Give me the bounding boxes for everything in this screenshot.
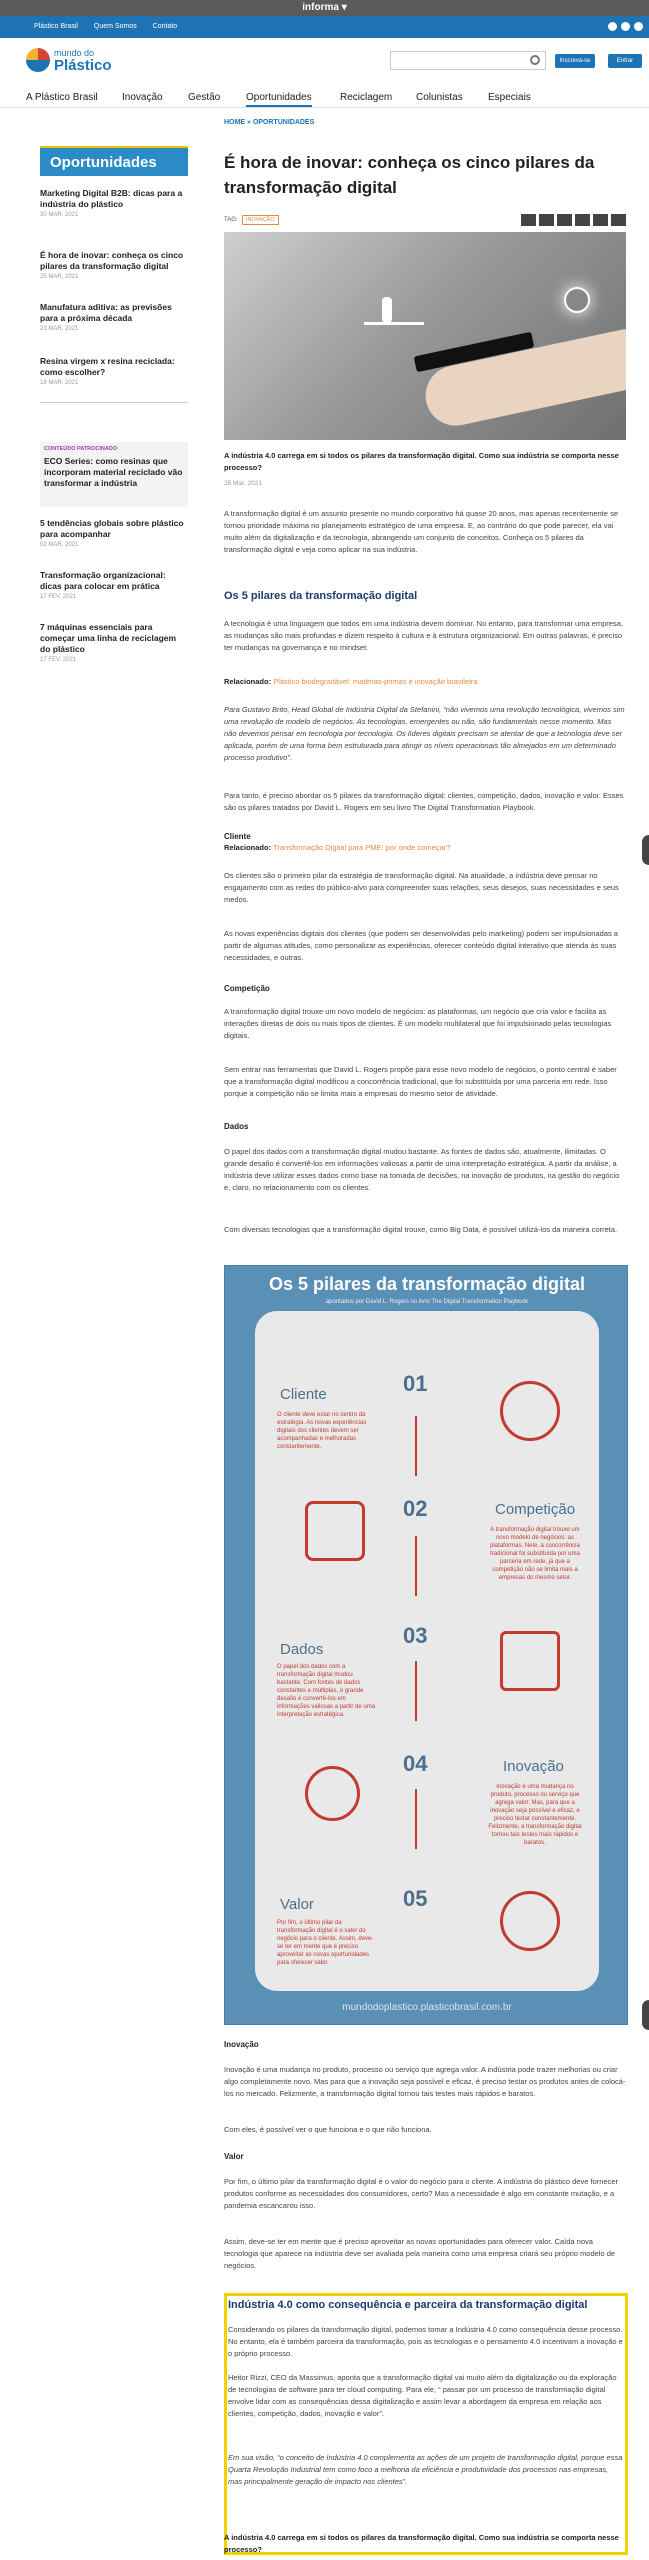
pillar-name: Valor [280, 1896, 314, 1913]
paragraph: Assim, deve-se ter em mente que é preciso aproveitar as novas oportunidades para oferecer valor. Caída nova tecnologia que aparece na indústria deve ser avaliada pela maneira como uma empresa criará seu próprio modelo de negócios. [224, 2237, 616, 2270]
tag-row: TAG: INOVAÇÃO [224, 214, 626, 228]
infographic-title: Os 5 pilares da transformação digital [268, 1274, 586, 1294]
paragraph: As novas experiências digitais dos clientes (que podem ser desenvolvidas pelo marketing) podem ser impulsionadas a partir de algumas atitudes, como personalizar as experiências, oferecer conteúdo digital interativo que atenda às suas necessidades, e outras. [224, 929, 618, 962]
sidebar-heading: Oportunidades [40, 146, 188, 176]
pillar-name: Cliente [280, 1386, 327, 1403]
value-diamond-icon [500, 1891, 560, 1951]
main-nav [0, 86, 649, 108]
logo-text-big: Plástico [54, 57, 112, 74]
sponsored-item[interactable] [40, 442, 188, 507]
paragraph: A transformação digital trouxe um novo modelo de negócios: as plataformas, um negócio que cria valor e facilita as interações diretas de dois ou mais tipos de clientes. É um modelo multilateral que foi impulsionado pelas tecnologias digitais. [224, 1007, 612, 1040]
facebook-share-icon[interactable] [557, 214, 572, 226]
infographic-panel [255, 1311, 599, 1991]
lightbulb-icon [305, 1766, 360, 1821]
article-date: 25 Mar, 2021 [224, 480, 262, 487]
floating-scroll-button[interactable] [642, 835, 649, 865]
lightbulb-icon [564, 287, 590, 313]
pillar-number: 03 [403, 1623, 428, 1648]
login-button[interactable]: Entrar [608, 54, 642, 68]
breadcrumb-current[interactable]: OPORTUNIDADES [252, 119, 315, 126]
nav-item-especiais[interactable]: Especiais [488, 92, 531, 103]
sidebar-item[interactable]: Resina virgem x resina reciclada: como escolher? 18 MAR, 2021 [40, 356, 175, 386]
sidebar-item[interactable]: Manufatura aditiva: as previsões para a próxima década 23 MAR, 2021 [40, 302, 172, 332]
sidebar-item[interactable]: É hora de inovar: conheça os cinco pilares da transformação digital 25 MAR, 2021 [40, 250, 184, 280]
logo-text-small: mundo do [54, 48, 95, 58]
article-closing: A indústria 4.0 carrega em si todos os pilares da transformação digital. Como sua indústria se comporta nesse processo? [224, 2533, 619, 2554]
article-title: É hora de inovar: conheça os cinco pilares da transformação digital [224, 153, 595, 197]
nav-item-plastico-brasil[interactable]: A Plástico Brasil [26, 92, 98, 103]
print-icon[interactable] [521, 214, 536, 226]
linkedin-icon[interactable] [621, 22, 630, 31]
pillar-number: 04 [403, 1751, 428, 1776]
globe-logo-icon [26, 48, 50, 72]
paragraph: Com eles, é possível ver o que funciona e o que não funciona. [224, 2125, 432, 2134]
sponsored-label: CONTEÚDO PATROCINADO [44, 446, 118, 452]
pillar-number: 01 [403, 1371, 428, 1396]
paragraph: Por fim, o último pilar da transformação digital é o valor do negócio para o cliente. A indústria do plástico deve fornecer produtos conforme as necessidades dos consumidores, certo? Mas a necessidade é algo em constante mutação, e a pandemia escancarou isso. [224, 2177, 618, 2210]
sidebar-item[interactable]: Marketing Digital B2B: dicas para a indústria do plástico 30 MAR, 2021 [40, 188, 183, 218]
pillar-name: Dados [280, 1641, 324, 1658]
topbar-link-quem-somos[interactable]: Quem Somos [93, 23, 137, 30]
pillar-name: Competição [495, 1501, 576, 1518]
pillar-desc: O papel dos dados com a transformação digital mudou bastante. Com fontes de dados constantes e múltiplas, o grande desafio é convertê-los em informações valiosas a partir de uma interpretação estratégica. [277, 1664, 376, 1718]
pillar-desc: O cliente deve estar no centro da estratégia. As novas experiências digitais dos clientes devem ser acompanhadas e melhoradas constantemente. [277, 1412, 367, 1450]
article-lead: A indústria 4.0 carrega em si todos os pilares da transformação digital. Como sua indústria se comporta nesse processo? [224, 451, 619, 472]
paragraph: Sem entrar nas ferramentas que David L. Rogers propõe para esse novo modelo de negócios, o ponto central é saber que a transformação digital modificou a concorrência tradicional, que foi substituída por uma parceria em rede. Isso porque a competição não se limita mais a empresas do mesmo setor de atividade. [224, 1065, 617, 1098]
site-logo[interactable] [26, 46, 112, 78]
section-heading: Indústria 4.0 como consequência e parceira da transformação digital [228, 2299, 588, 2311]
sponsored-title[interactable]: ECO Series: como resinas que incorporam material reciclado vão transformar a indústria [44, 456, 183, 488]
competition-icon [305, 1501, 365, 1561]
linkedin-share-icon[interactable] [575, 214, 590, 226]
quote-paragraph: Em sua visão, “o conceito de Indústria 4.0 complementa as ações de um projeto de transformação digital, porque essa Quarta Revolução Industrial tem como foco a melhoria da eficiência e produtividade dos processos nas empresas, mas principalmente geração de impacto nos clientes”. [228, 2453, 623, 2486]
sidebar [40, 146, 188, 663]
data-icon [500, 1631, 560, 1691]
paragraph: O papel dos dados com a transformação digital mudou bastante. As fontes de dados são, atualmente, ilimitadas. O grande desafio é convertê-los em informações valiosas a partir de uma interpretação estratégica. A partir da análise, a indústria deve utilizar esses dados como base na tomada de decisões, na inovação de produtos, na gestão do negócio e, claro, no relacionamento com os clientes. [224, 1147, 620, 1192]
breadcrumb: HOME » OPORTUNIDADES [224, 119, 315, 126]
paragraph: Para tanto, é preciso abordar os 5 pilares da transformação digital: clientes, competição, dados, inovação e valor. Esses são os pilares tratados por David L. Rogers em seu livro The Digital Transformation Playbook. [224, 791, 624, 812]
pillar-desc: A transformação digital trouxe um novo modelo de negócios: as plataformas. Nele, a concorrência tradicional foi substituída por uma parceria em rede, já que a competição não se limita mais a empresas do mesmo setor. [490, 1527, 580, 1581]
paragraph: Inovação é uma mudança no produto, processo ou serviço que agrega valor. A indústria pode trazer melhorias ou criar algo completamente novo. Mas para que a inovação seja possível e eficaz, é preciso testar os produtos antes de colocá-los no mercado. Felizmente, a transformação digital tornou tais testes mais rápidos e baratos. [224, 2065, 626, 2098]
email-icon[interactable] [539, 214, 554, 226]
subheading: Competição [224, 984, 270, 993]
sidebar-item[interactable]: Transformação organizacional: dicas para colocar em prática 17 FEV, 2021 [40, 570, 166, 600]
informa-banner[interactable]: informa ▾ [0, 0, 649, 16]
infographic-footer: mundodoplastico.plasticobrasil.com.br [342, 2002, 512, 2013]
floating-scroll-button[interactable] [642, 2000, 649, 2030]
search-icon[interactable] [530, 55, 540, 65]
sidebar-item[interactable]: 5 tendências globais sobre plástico para acompanhar 02 MAR, 2021 [40, 518, 184, 548]
paragraph: Com diversas tecnologias que a transformação digital trouxe, como Big Data, é possível utilizá-los da maneira correta. [224, 1225, 618, 1234]
hero-image [224, 232, 626, 440]
top-bar [0, 16, 649, 38]
sidebar-divider [40, 402, 188, 403]
rss-icon[interactable] [634, 22, 643, 31]
paragraph: Heitor Rizzi, CEO da Massimus, aponta que a transformação digital vai muito além da digitalização ou da exploração de tecnologias de software para ter cloud computing. Para ele, “ passar por um processo de transformação digital envolve lidar com as consequências dessa digitalização e assim levar a abordagem da empresa em relação aos clientes, competição, dados, inovação e valor”. [228, 2373, 617, 2418]
quote-paragraph: Para Gustavo Brito, Head Global de Indústria Digital da Stefanini, “não vivemos uma revolução tecnológica, vivemos sim uma revolução de modelo de negócios. As tecnologias, emergentes ou não, são fundamentais nesse momento. Mas não devemos pensar em tecnologia por tecnologia. Os líderes digitais precisam se atentar de que a tecnologia deve ser aplicada, porém de uma forma bem estruturada para atingir os níveis operacionais tão almejados em um determinado processo produtivo”. [224, 705, 625, 762]
pillar-desc: Inovação é uma mudança no produto, processo ou serviço que agrega valor. Mas, para que a inovação seja possível e eficaz, é preciso testar constantemente. Felizmente, a transformação digital tornou tais testes mais rápidos e baratos. [488, 1784, 582, 1846]
infographic-subtitle: apontados por David L. Rogers no livro The Digital Transformation Playbook [325, 1299, 529, 1305]
whatsapp-share-icon[interactable] [611, 214, 626, 226]
paragraph: Os clientes são o primeiro pilar da estratégia de transformação digital. Na atualidade, a indústria deve pensar no engajamento com as redes do público-alvo para compreender suas relações, seus desejos, suas necessidades e seus medos. [224, 871, 619, 904]
subheading: Cliente [224, 832, 251, 841]
breadcrumb-home[interactable]: HOME [224, 119, 245, 126]
pillar-desc: Por fim, o último pilar da transformação digital é o valor do negócio para o cliente. Assim, deve-se ter em mente que é preciso aproveitar as novas oportunidades para oferecer valor. [277, 1920, 374, 1966]
nav-item-inovacao[interactable]: Inovação [122, 92, 163, 103]
nav-item-colunistas[interactable]: Colunistas [416, 92, 463, 103]
twitter-share-icon[interactable] [593, 214, 608, 226]
pillar-name: Inovação [503, 1758, 564, 1775]
paragraph: Considerando os pilares da transformação digital, podemos tomar a Indústria 4.0 como consequência desse processo. No entanto, ela é também parceira da transformação, pois as tecnologias e o pensamento 4.0 incentivam a inovação e o próprio processo. [228, 2325, 623, 2358]
subheading: Valor [224, 2152, 244, 2161]
sidebar-item[interactable]: 7 máquinas essenciais para começar uma linha de reciclagem do plástico 17 FEV, 2021 [40, 622, 177, 663]
nav-item-gestao[interactable]: Gestão [188, 92, 221, 103]
search-input[interactable] [390, 51, 546, 70]
subheading: Dados [224, 1122, 249, 1131]
subheading: Inovação [224, 2040, 259, 2049]
topbar-link-contato[interactable]: Contato [152, 23, 178, 30]
nav-item-reciclagem[interactable]: Reciclagem [340, 92, 393, 103]
infographic [224, 1265, 628, 2025]
subscribe-button[interactable]: Inscreva-se [555, 54, 595, 68]
customer-icon [500, 1381, 560, 1441]
section-heading: Os 5 pilares da transformação digital [224, 590, 418, 602]
share-bar [521, 214, 626, 226]
pillar-number: 02 [403, 1496, 428, 1521]
nav-item-oportunidades[interactable]: Oportunidades [246, 92, 312, 107]
paragraph: A tecnologia é uma linguagem que todos em uma indústria devem dominar. No entanto, para transformar uma empresa, as mudanças são mais profundas e dizem respeito à cultura e à estrutura organizacional. Em outras palavras, é preciso ter mudanças na governança e no mindset. [224, 619, 623, 652]
related-link[interactable]: Transformação Digital para PME: por onde começar? [273, 843, 451, 852]
paragraph: A transformação digital é um assunto presente no mundo corporativo há quase 20 anos, mas apenas recentemente se tornou prioridade máxima no planejamento estratégico de uma empresa. E, ao contrário do que pode parecer, ela vai muito além da digitalização e da tecnologia, abrangendo um conjunto de conceitos. Conheça os 5 pilares da transformação digital e veja como aplicar na sua indústria. [224, 509, 618, 554]
pillar-number: 05 [403, 1886, 428, 1911]
related-link[interactable]: Plástico biodegradável: matérias-primas e inovação brasileira [273, 677, 478, 686]
topbar-link-plastico-brasil[interactable]: Plástico Brasil [34, 23, 78, 30]
facebook-icon[interactable] [608, 22, 617, 31]
tag-badge[interactable]: INOVAÇÃO [242, 215, 279, 225]
